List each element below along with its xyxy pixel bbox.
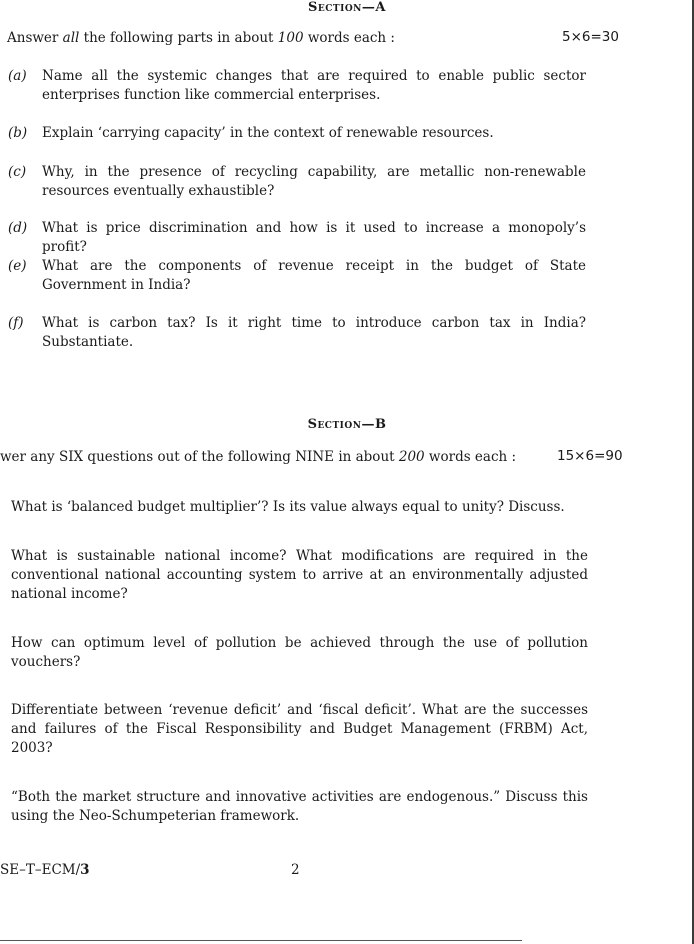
section-a-instruction: Answer all the following parts in about 100 words each : (7, 30, 395, 46)
question-text: Why, in the presence of recycling capability, are metallic non-renewable resources eventually exhaustible? (42, 164, 586, 199)
question-text: What is price discrimination and how is it used to increase a monopoly’s profit? (42, 220, 586, 255)
section-b-marks: 15×6=90 (557, 448, 623, 464)
question-text: “Both the market structure and innovative activities are endogenous.” Discuss this using the Neo-Schumpeterian framework. (11, 789, 588, 824)
question-label: (e) (8, 258, 27, 274)
question-text: What is sustainable national income? What modifications are required in the conventional national accounting system to arrive at an environmentally adjusted national income? (11, 548, 588, 602)
question-text: What are the components of revenue receipt in the budget of State Government in India? (42, 258, 586, 293)
question-label: (c) (8, 164, 27, 180)
question-text: Name all the systemic changes that are required to enable public sector enterprises function like commercial enterprises. (42, 68, 586, 103)
question-text: What is carbon tax? Is it right time to introduce carbon tax in India? Substantiate. (42, 315, 586, 350)
section-b-heading: Section—B (307, 417, 387, 432)
question-label: (d) (8, 220, 28, 236)
question-text: How can optimum level of pollution be achieved through the use of pollution vouchers? (11, 635, 588, 670)
paper-code: SE–T–ECM/3 (0, 862, 90, 878)
section-b-instruction: wer any SIX questions out of the following NINE in about 200 words each : (0, 449, 517, 465)
question-text: Explain ‘carrying capacity’ in the context of renewable resources. (42, 125, 494, 141)
question-label: (b) (8, 125, 28, 141)
question-label: (f) (8, 315, 24, 331)
question-text: What is ‘balanced budget multiplier’? Is its value always equal to unity? Discuss. (11, 499, 565, 515)
section-a-heading: Section—A (308, 0, 386, 15)
page-number: 2 (291, 862, 300, 878)
question-label: (a) (8, 68, 27, 84)
question-text: Differentiate between ‘revenue deficit’ and ‘fiscal deficit’. What are the successes and failures of the Fiscal Responsibility and Budget Management (FRBM) Act, 2003? (11, 702, 588, 756)
bottom-rule (0, 940, 522, 941)
section-a-marks: 5×6=30 (562, 29, 619, 45)
